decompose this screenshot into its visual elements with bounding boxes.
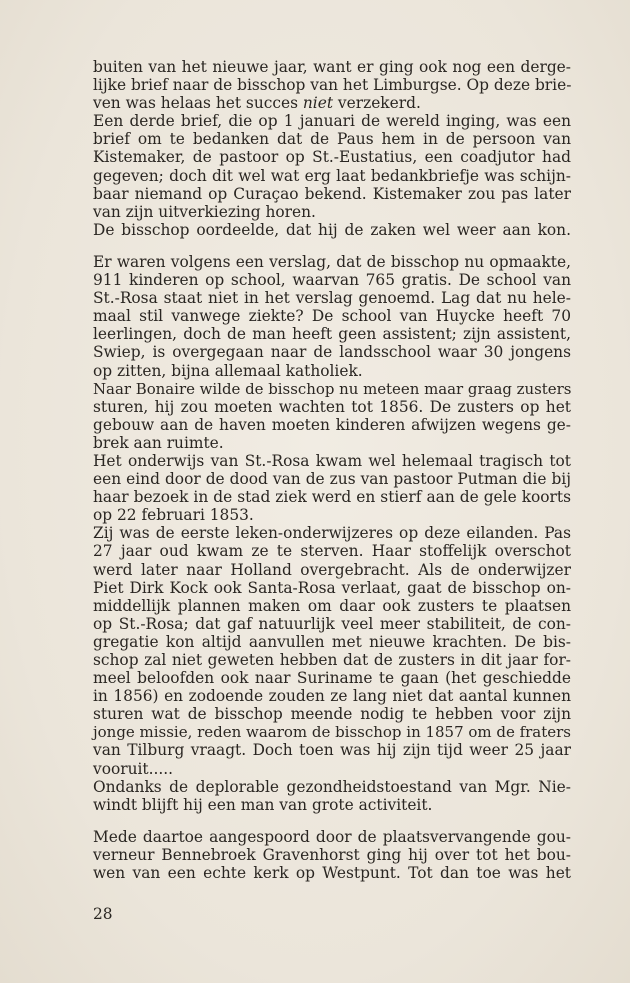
text-line: op zitten, bijna allemaal katholiek. (93, 361, 363, 380)
text-line: Een derde brief, die op 1 januari de wereld inging, was een (93, 112, 571, 131)
paragraph-2 (93, 112, 571, 221)
text-line: werd later naar Holland overgebracht. Als de onderwijzer (93, 560, 571, 579)
paragraph-4 (93, 253, 571, 380)
text-line: gregatie kon altijd aanvullen met nieuwe krachten. De bis- (93, 632, 571, 651)
text-line: sturen, hij zou moeten wachten tot 1856. De zusters op het (93, 397, 571, 416)
text-line: Swiep, is overgegaan naar de landsschool waar 30 jongens (93, 343, 571, 362)
text-line: baar niemand op Curaçao bekend. Kistemaker zou pas later (93, 184, 571, 203)
emphasized-word: niet (302, 94, 334, 113)
text-line: jonge missie, reden waarom de bisschop in 1857 om de fraters (93, 723, 571, 742)
text-line: schop zal niet geweten hebben dat de zusters in dit jaar for- (93, 651, 571, 669)
body-text (93, 58, 571, 882)
paragraph-1 (93, 58, 571, 112)
text-line: wen van een echte kerk op Westpunt. Tot dan toe was het (93, 864, 571, 883)
text-line: De bisschop oordeelde, dat hij de zaken wel weer aan kon. (93, 220, 571, 239)
text-line: op 22 februari 1853. (93, 506, 254, 525)
text-line: windt blijft hij een man van grote activiteit. (93, 795, 433, 814)
text-line: St.-Rosa staat niet in het verslag genoemd. Lag dat nu hele- (93, 289, 571, 308)
text-line: brief om te bedanken dat de Paus hem in de persoon van (93, 130, 571, 149)
text-line: van Tilburg vraagt. Doch toen was hij zijn tijd weer 25 jaar (93, 741, 571, 760)
text-line: ven was helaas het succes niet verzekerd. (93, 94, 421, 113)
paragraph-6 (93, 452, 571, 524)
text-line: leerlingen, doch de man heeft geen assistent; zijn assistent, (93, 325, 571, 344)
text-line: vooruit..... (93, 759, 174, 778)
text-line: sturen wat de bisschop meende nodig te hebben voor zijn (93, 705, 571, 724)
text-line: haar bezoek in de stad ziek werd en stierf aan de gele koorts (93, 488, 571, 507)
paragraph-8 (93, 778, 571, 814)
text-line: Piet Dirk Kock ook Santa-Rosa verlaat, gaat de bisschop on- (93, 578, 571, 597)
text-line: Het onderwijs van St.-Rosa kwam wel helemaal tragisch tot (93, 451, 571, 470)
text-line: een eind door de dood van de zus van pastoor Putman die bij (93, 470, 571, 489)
text-line: buiten van het nieuwe jaar, want er ging ook nog een derge- (93, 58, 571, 76)
text-line: Naar Bonaire wilde de bisschop nu meteen maar graag zusters (93, 379, 572, 398)
text-line: maal stil vanwege ziekte? De school van Huycke heeft 70 (93, 307, 571, 326)
text-line: Kistemaker, de pastoor op St.-Eustatius, een coadjutor had (93, 148, 571, 167)
text-line: brek aan ruimte. (93, 433, 224, 452)
text-line: Ondanks de deplorable gezondheidstoestand van Mgr. Nie- (93, 777, 571, 796)
paragraph-9 (93, 828, 571, 882)
text-line: Er waren volgens een verslag, dat de bisschop nu opmaakte, (93, 252, 571, 271)
paragraph-7 (93, 524, 571, 777)
text-line: gegeven; doch dit wel wat erg laat bedankbriefje was schijn- (93, 166, 571, 185)
text-line: op St.-Rosa; dat gaf natuurlijk veel meer stabiliteit, de con- (93, 614, 571, 633)
text-line: 911 kinderen op school, waarvan 765 gratis. De school van (93, 271, 571, 290)
text-line: Mede daartoe aangespoord door de plaatsvervangende gou- (93, 827, 571, 846)
text-line: 27 jaar oud kwam ze te sterven. Haar stoffelijk overschot (93, 542, 571, 561)
text-line: van zijn uitverkiezing horen. (93, 202, 316, 221)
text-line: in 1856) en zodoende zouden ze lang niet dat aantal kunnen (93, 687, 571, 706)
text-line: verneur Bennebroek Gravenhorst ging hij over tot het bou- (93, 845, 571, 864)
text-line: lijke brief naar de bisschop van het Limburgse. Op deze brie- (93, 76, 572, 95)
paragraph-5 (93, 380, 571, 452)
text-line: Zij was de eerste leken-onderwijzeres op deze eilanden. Pas (93, 524, 571, 543)
text-line: gebouw aan de haven moeten kinderen afwijzen wegens ge- (93, 415, 571, 434)
page-number: 28 (93, 905, 113, 923)
text-line: meel beloofden ook naar Suriname te gaan (het geschiedde (93, 669, 571, 688)
paragraph-3 (93, 221, 571, 239)
text-line: middellijk plannen maken om daar ook zusters te plaatsen (93, 596, 571, 615)
